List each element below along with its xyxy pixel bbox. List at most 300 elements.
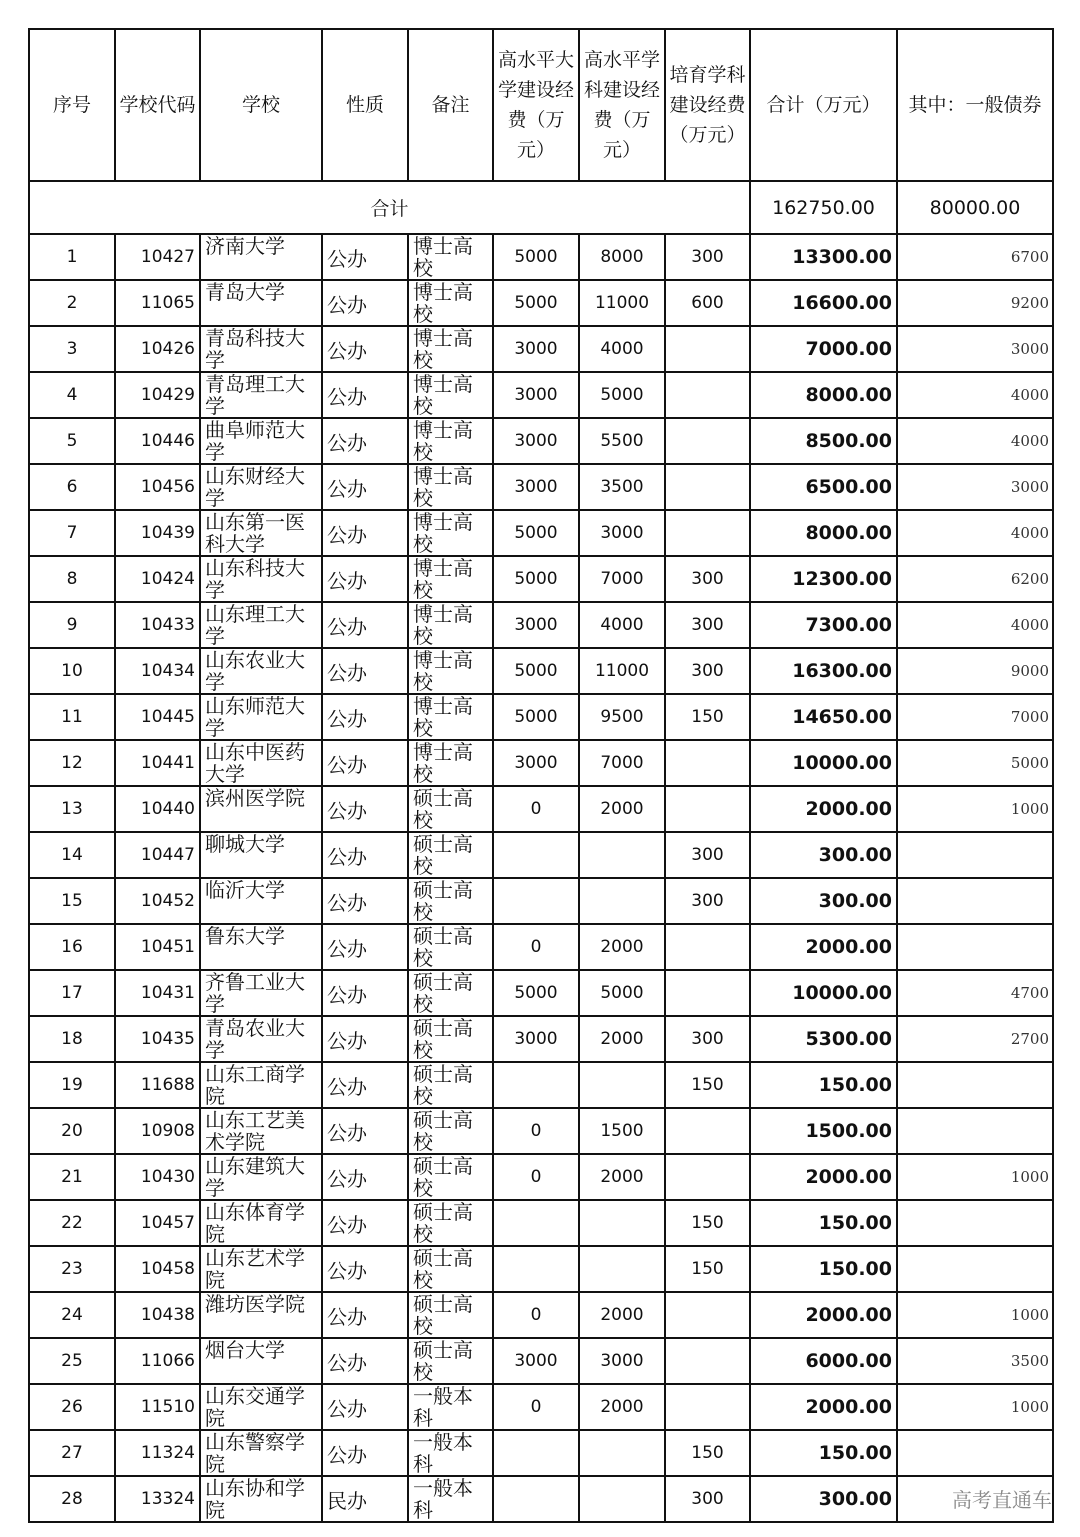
- cell-univ-fund: 5000: [493, 556, 579, 602]
- cell-code: 10434: [115, 648, 200, 694]
- table-row: [29, 510, 1053, 556]
- cell-sum: 7300.00: [750, 602, 897, 648]
- cell-univ-fund: 0: [493, 924, 579, 970]
- cell-sum: 10000.00: [750, 740, 897, 786]
- cell-school: 山东建筑大学: [200, 1154, 322, 1200]
- cell-cultivation-fund: 300: [665, 1016, 750, 1062]
- cell-discipline-fund: 4000: [579, 602, 665, 648]
- cell-discipline-fund: 1500: [579, 1108, 665, 1154]
- cell-bond: 1000: [897, 786, 1053, 832]
- cell-code: 13324: [115, 1476, 200, 1522]
- cell-type: 公办: [322, 326, 408, 372]
- cell-school: 鲁东大学: [200, 924, 322, 970]
- cell-school: 山东理工大学: [200, 602, 322, 648]
- table-row: [29, 234, 1053, 280]
- cell-discipline-fund: 11000: [579, 648, 665, 694]
- cell-note: 博士高校: [408, 372, 493, 418]
- table-row: [29, 832, 1053, 878]
- cell-discipline-fund: [579, 832, 665, 878]
- cell-sum: 150.00: [750, 1062, 897, 1108]
- cell-bond: 4700: [897, 970, 1053, 1016]
- cell-seq: 18: [29, 1016, 115, 1062]
- cell-seq: 17: [29, 970, 115, 1016]
- cell-type: 公办: [322, 1246, 408, 1292]
- cell-sum: 300.00: [750, 878, 897, 924]
- cell-school: 山东科技大学: [200, 556, 322, 602]
- cell-bond: 3000: [897, 464, 1053, 510]
- table-row: [29, 924, 1053, 970]
- cell-note: 博士高校: [408, 418, 493, 464]
- table-row: [29, 694, 1053, 740]
- cell-discipline-fund: 4000: [579, 326, 665, 372]
- cell-type: 公办: [322, 924, 408, 970]
- cell-sum: 16600.00: [750, 280, 897, 326]
- cell-cultivation-fund: 150: [665, 1430, 750, 1476]
- table-row: [29, 878, 1053, 924]
- cell-seq: 3: [29, 326, 115, 372]
- cell-sum: 14650.00: [750, 694, 897, 740]
- cell-sum: 8000.00: [750, 510, 897, 556]
- cell-univ-fund: 0: [493, 1154, 579, 1200]
- table-row: [29, 1384, 1053, 1430]
- cell-school: 山东财经大学: [200, 464, 322, 510]
- cell-cultivation-fund: [665, 924, 750, 970]
- cell-univ-fund: 0: [493, 1292, 579, 1338]
- cell-note: 博士高校: [408, 694, 493, 740]
- cell-discipline-fund: 11000: [579, 280, 665, 326]
- cell-bond: [897, 832, 1053, 878]
- cell-type: 公办: [322, 1154, 408, 1200]
- cell-type: 公办: [322, 280, 408, 326]
- cell-bond: 4000: [897, 418, 1053, 464]
- cell-discipline-fund: [579, 1062, 665, 1108]
- cell-discipline-fund: 5000: [579, 372, 665, 418]
- cell-sum: 8500.00: [750, 418, 897, 464]
- cell-discipline-fund: 7000: [579, 740, 665, 786]
- cell-note: 博士高校: [408, 326, 493, 372]
- cell-discipline-fund: 2000: [579, 1292, 665, 1338]
- cell-sum: 1500.00: [750, 1108, 897, 1154]
- cell-discipline-fund: 7000: [579, 556, 665, 602]
- total-label: 合计: [29, 181, 750, 234]
- cell-seq: 9: [29, 602, 115, 648]
- cell-sum: 150.00: [750, 1430, 897, 1476]
- cell-sum: 6000.00: [750, 1338, 897, 1384]
- cell-note: 一般本科: [408, 1476, 493, 1522]
- cell-univ-fund: 3000: [493, 418, 579, 464]
- cell-code: 10426: [115, 326, 200, 372]
- cell-type: 公办: [322, 740, 408, 786]
- cell-type: 公办: [322, 970, 408, 1016]
- cell-note: 硕士高校: [408, 1246, 493, 1292]
- cell-cultivation-fund: [665, 372, 750, 418]
- table-row: [29, 280, 1053, 326]
- cell-type: 公办: [322, 418, 408, 464]
- cell-note: 硕士高校: [408, 924, 493, 970]
- cell-cultivation-fund: 300: [665, 1476, 750, 1522]
- cell-type: 公办: [322, 372, 408, 418]
- cell-code: 10908: [115, 1108, 200, 1154]
- table-row: [29, 1062, 1053, 1108]
- header-row: [29, 29, 1053, 181]
- cell-school: 山东第一医科大学: [200, 510, 322, 556]
- cell-bond: [897, 878, 1053, 924]
- cell-sum: 6500.00: [750, 464, 897, 510]
- cell-cultivation-fund: [665, 418, 750, 464]
- cell-type: 公办: [322, 694, 408, 740]
- cell-bond: 5000: [897, 740, 1053, 786]
- cell-code: 10451: [115, 924, 200, 970]
- table-row: [29, 970, 1053, 1016]
- cell-seq: 2: [29, 280, 115, 326]
- cell-seq: 14: [29, 832, 115, 878]
- cell-discipline-fund: [579, 1200, 665, 1246]
- cell-discipline-fund: 5000: [579, 970, 665, 1016]
- cell-univ-fund: [493, 878, 579, 924]
- cell-discipline-fund: [579, 878, 665, 924]
- cell-seq: 10: [29, 648, 115, 694]
- total-row: [29, 181, 1053, 234]
- cell-code: 10430: [115, 1154, 200, 1200]
- cell-bond: 9200: [897, 280, 1053, 326]
- cell-seq: 20: [29, 1108, 115, 1154]
- header-seq: 序号: [29, 29, 115, 181]
- cell-univ-fund: 5000: [493, 280, 579, 326]
- header-sum: 合计（万元）: [750, 29, 897, 181]
- cell-note: 硕士高校: [408, 1016, 493, 1062]
- cell-sum: 2000.00: [750, 1384, 897, 1430]
- cell-seq: 22: [29, 1200, 115, 1246]
- cell-bond: 4000: [897, 510, 1053, 556]
- cell-cultivation-fund: [665, 786, 750, 832]
- cell-note: 博士高校: [408, 648, 493, 694]
- table-row: [29, 556, 1053, 602]
- cell-bond: [897, 1062, 1053, 1108]
- cell-type: 公办: [322, 556, 408, 602]
- cell-univ-fund: 3000: [493, 464, 579, 510]
- cell-univ-fund: 0: [493, 1108, 579, 1154]
- cell-bond: 6200: [897, 556, 1053, 602]
- cell-code: 11065: [115, 280, 200, 326]
- cell-seq: 19: [29, 1062, 115, 1108]
- cell-seq: 5: [29, 418, 115, 464]
- cell-school: 山东中医药大学: [200, 740, 322, 786]
- cell-type: 公办: [322, 510, 408, 556]
- table-row: [29, 372, 1053, 418]
- table-row: [29, 602, 1053, 648]
- cell-discipline-fund: [579, 1246, 665, 1292]
- cell-cultivation-fund: [665, 970, 750, 1016]
- cell-school: 聊城大学: [200, 832, 322, 878]
- cell-code: 10447: [115, 832, 200, 878]
- cell-school: 山东协和学院: [200, 1476, 322, 1522]
- cell-sum: 2000.00: [750, 1154, 897, 1200]
- cell-univ-fund: [493, 1476, 579, 1522]
- cell-cultivation-fund: 150: [665, 1062, 750, 1108]
- cell-type: 公办: [322, 648, 408, 694]
- cell-type: 公办: [322, 234, 408, 280]
- cell-bond: 4000: [897, 602, 1053, 648]
- cell-school: 山东体育学院: [200, 1200, 322, 1246]
- cell-univ-fund: 3000: [493, 1338, 579, 1384]
- cell-cultivation-fund: 150: [665, 1246, 750, 1292]
- cell-cultivation-fund: 150: [665, 694, 750, 740]
- cell-note: 硕士高校: [408, 1108, 493, 1154]
- cell-univ-fund: 5000: [493, 970, 579, 1016]
- cell-note: 博士高校: [408, 464, 493, 510]
- cell-note: 硕士高校: [408, 1292, 493, 1338]
- cell-sum: 300.00: [750, 1476, 897, 1522]
- cell-code: 10431: [115, 970, 200, 1016]
- cell-seq: 12: [29, 740, 115, 786]
- cell-sum: 2000.00: [750, 1292, 897, 1338]
- cell-seq: 25: [29, 1338, 115, 1384]
- cell-discipline-fund: [579, 1476, 665, 1522]
- cell-school: 青岛理工大学: [200, 372, 322, 418]
- cell-type: 公办: [322, 602, 408, 648]
- cell-type: 公办: [322, 464, 408, 510]
- cell-sum: 10000.00: [750, 970, 897, 1016]
- cell-seq: 15: [29, 878, 115, 924]
- cell-bond: 7000: [897, 694, 1053, 740]
- cell-note: 一般本科: [408, 1384, 493, 1430]
- cell-code: 10439: [115, 510, 200, 556]
- cell-type: 民办: [322, 1476, 408, 1522]
- cell-note: 博士高校: [408, 510, 493, 556]
- cell-type: 公办: [322, 1108, 408, 1154]
- table-row: [29, 1292, 1053, 1338]
- cell-univ-fund: 0: [493, 786, 579, 832]
- cell-school: 山东警察学院: [200, 1430, 322, 1476]
- cell-bond: 3000: [897, 326, 1053, 372]
- header-univ-fund: 高水平大学建设经费（万元）: [493, 29, 579, 181]
- cell-code: 11066: [115, 1338, 200, 1384]
- cell-type: 公办: [322, 1016, 408, 1062]
- cell-school: 齐鲁工业大学: [200, 970, 322, 1016]
- cell-school: 烟台大学: [200, 1338, 322, 1384]
- table-row: [29, 1154, 1053, 1200]
- cell-seq: 27: [29, 1430, 115, 1476]
- cell-seq: 28: [29, 1476, 115, 1522]
- cell-school: 潍坊医学院: [200, 1292, 322, 1338]
- cell-seq: 6: [29, 464, 115, 510]
- header-cultivation-fund: 培育学科建设经费（万元）: [665, 29, 750, 181]
- table-row: [29, 1338, 1053, 1384]
- cell-seq: 4: [29, 372, 115, 418]
- cell-code: 11688: [115, 1062, 200, 1108]
- cell-bond: [897, 1430, 1053, 1476]
- table-row: [29, 1016, 1053, 1062]
- cell-bond: [897, 1200, 1053, 1246]
- cell-univ-fund: [493, 1246, 579, 1292]
- cell-discipline-fund: [579, 1430, 665, 1476]
- cell-univ-fund: [493, 1062, 579, 1108]
- cell-school: 曲阜师范大学: [200, 418, 322, 464]
- cell-type: 公办: [322, 1384, 408, 1430]
- cell-note: 硕士高校: [408, 832, 493, 878]
- cell-univ-fund: 5000: [493, 234, 579, 280]
- cell-univ-fund: 5000: [493, 648, 579, 694]
- cell-school: 滨州医学院: [200, 786, 322, 832]
- table-row: [29, 740, 1053, 786]
- cell-code: 10433: [115, 602, 200, 648]
- cell-sum: 2000.00: [750, 924, 897, 970]
- cell-bond: 1000: [897, 1154, 1053, 1200]
- cell-sum: 2000.00: [750, 786, 897, 832]
- cell-cultivation-fund: [665, 326, 750, 372]
- cell-code: 10456: [115, 464, 200, 510]
- table-row: [29, 786, 1053, 832]
- cell-school: 山东师范大学: [200, 694, 322, 740]
- total-bond: 80000.00: [897, 181, 1053, 234]
- cell-bond: 1000: [897, 1384, 1053, 1430]
- cell-cultivation-fund: 300: [665, 832, 750, 878]
- cell-bond: [897, 1108, 1053, 1154]
- cell-code: 10452: [115, 878, 200, 924]
- cell-note: 一般本科: [408, 1430, 493, 1476]
- cell-school: 山东艺术学院: [200, 1246, 322, 1292]
- cell-cultivation-fund: [665, 1384, 750, 1430]
- cell-seq: 13: [29, 786, 115, 832]
- cell-bond: 9000: [897, 648, 1053, 694]
- cell-school: 山东农业大学: [200, 648, 322, 694]
- cell-note: 博士高校: [408, 280, 493, 326]
- header-bond: 其中：一般债券: [897, 29, 1053, 181]
- cell-sum: 13300.00: [750, 234, 897, 280]
- header-discipline-fund: 高水平学科建设经费（万元）: [579, 29, 665, 181]
- cell-discipline-fund: 3500: [579, 464, 665, 510]
- cell-note: 博士高校: [408, 602, 493, 648]
- cell-univ-fund: 3000: [493, 740, 579, 786]
- cell-discipline-fund: 2000: [579, 1154, 665, 1200]
- cell-code: 10446: [115, 418, 200, 464]
- cell-note: 硕士高校: [408, 1338, 493, 1384]
- cell-school: 山东工商学院: [200, 1062, 322, 1108]
- cell-school: 山东交通学院: [200, 1384, 322, 1430]
- cell-sum: 300.00: [750, 832, 897, 878]
- cell-type: 公办: [322, 1338, 408, 1384]
- cell-cultivation-fund: [665, 740, 750, 786]
- cell-school: 青岛科技大学: [200, 326, 322, 372]
- cell-discipline-fund: 3000: [579, 510, 665, 556]
- cell-univ-fund: [493, 1430, 579, 1476]
- cell-bond: 6700: [897, 234, 1053, 280]
- cell-discipline-fund: 9500: [579, 694, 665, 740]
- cell-sum: 150.00: [750, 1246, 897, 1292]
- cell-cultivation-fund: 300: [665, 648, 750, 694]
- table-row: [29, 1108, 1053, 1154]
- cell-note: 硕士高校: [408, 878, 493, 924]
- header-note: 备注: [408, 29, 493, 181]
- cell-sum: 7000.00: [750, 326, 897, 372]
- cell-seq: 16: [29, 924, 115, 970]
- cell-seq: 26: [29, 1384, 115, 1430]
- cell-cultivation-fund: [665, 1154, 750, 1200]
- cell-univ-fund: 3000: [493, 1016, 579, 1062]
- cell-cultivation-fund: 300: [665, 556, 750, 602]
- cell-type: 公办: [322, 1430, 408, 1476]
- cell-cultivation-fund: [665, 1108, 750, 1154]
- cell-note: 硕士高校: [408, 1062, 493, 1108]
- table-row: [29, 1200, 1053, 1246]
- cell-school: 济南大学: [200, 234, 322, 280]
- cell-bond: [897, 1246, 1053, 1292]
- cell-code: 11510: [115, 1384, 200, 1430]
- cell-type: 公办: [322, 832, 408, 878]
- cell-note: 硕士高校: [408, 1154, 493, 1200]
- cell-univ-fund: [493, 1200, 579, 1246]
- cell-discipline-fund: 2000: [579, 1016, 665, 1062]
- table-row: [29, 326, 1053, 372]
- cell-code: 10424: [115, 556, 200, 602]
- cell-school: 临沂大学: [200, 878, 322, 924]
- cell-bond: 3500: [897, 1338, 1053, 1384]
- cell-seq: 24: [29, 1292, 115, 1338]
- cell-discipline-fund: 5500: [579, 418, 665, 464]
- header-type: 性质: [322, 29, 408, 181]
- cell-code: 11324: [115, 1430, 200, 1476]
- cell-type: 公办: [322, 1200, 408, 1246]
- header-code: 学校代码: [115, 29, 200, 181]
- cell-note: 博士高校: [408, 740, 493, 786]
- cell-univ-fund: 5000: [493, 510, 579, 556]
- cell-sum: 16300.00: [750, 648, 897, 694]
- cell-note: 硕士高校: [408, 1200, 493, 1246]
- cell-discipline-fund: 2000: [579, 1384, 665, 1430]
- cell-sum: 8000.00: [750, 372, 897, 418]
- cell-type: 公办: [322, 786, 408, 832]
- cell-code: 10445: [115, 694, 200, 740]
- cell-univ-fund: 5000: [493, 694, 579, 740]
- cell-code: 10427: [115, 234, 200, 280]
- cell-univ-fund: [493, 832, 579, 878]
- cell-code: 10458: [115, 1246, 200, 1292]
- cell-seq: 11: [29, 694, 115, 740]
- funding-table: [28, 28, 1054, 1523]
- table-row: [29, 464, 1053, 510]
- cell-code: 10429: [115, 372, 200, 418]
- cell-cultivation-fund: 600: [665, 280, 750, 326]
- total-sum: 162750.00: [750, 181, 897, 234]
- cell-type: 公办: [322, 1062, 408, 1108]
- table-row: [29, 1430, 1053, 1476]
- cell-note: 硕士高校: [408, 970, 493, 1016]
- cell-univ-fund: 0: [493, 1384, 579, 1430]
- cell-sum: 12300.00: [750, 556, 897, 602]
- cell-cultivation-fund: 300: [665, 602, 750, 648]
- table-row: [29, 648, 1053, 694]
- cell-discipline-fund: 8000: [579, 234, 665, 280]
- watermark: 高考直通车: [952, 1488, 1052, 1512]
- cell-note: 博士高校: [408, 556, 493, 602]
- cell-code: 10441: [115, 740, 200, 786]
- cell-school: 青岛大学: [200, 280, 322, 326]
- cell-cultivation-fund: 150: [665, 1200, 750, 1246]
- cell-univ-fund: 3000: [493, 326, 579, 372]
- cell-univ-fund: 3000: [493, 602, 579, 648]
- cell-discipline-fund: 3000: [579, 1338, 665, 1384]
- cell-seq: 23: [29, 1246, 115, 1292]
- cell-cultivation-fund: [665, 1292, 750, 1338]
- cell-school: 青岛农业大学: [200, 1016, 322, 1062]
- cell-cultivation-fund: [665, 1338, 750, 1384]
- cell-note: 硕士高校: [408, 786, 493, 832]
- cell-univ-fund: 3000: [493, 372, 579, 418]
- cell-discipline-fund: 2000: [579, 786, 665, 832]
- cell-discipline-fund: 2000: [579, 924, 665, 970]
- cell-bond: 2700: [897, 1016, 1053, 1062]
- header-school: 学校: [200, 29, 322, 181]
